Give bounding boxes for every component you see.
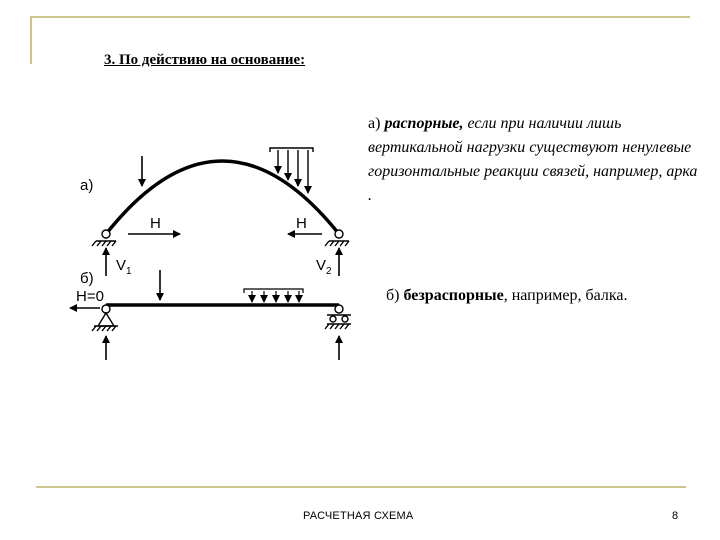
distributed-load-beam (244, 289, 303, 302)
diagram-label-a: а) (80, 177, 94, 194)
item-letter-b: б) (386, 287, 404, 304)
pin-support-left-arch (92, 230, 116, 246)
pin-support-right-arch (325, 230, 349, 246)
footer-title: РАСЧЕТНАЯ СХЕМА (303, 510, 414, 522)
diagram-label-b: б) (80, 270, 94, 287)
structural-scheme-diagram (60, 140, 360, 370)
label-H-zero: H=0 (76, 288, 104, 305)
roller-support-right-beam (325, 305, 351, 329)
term-non-thrust: безраспорные (403, 287, 504, 304)
paragraph-non-thrust-structures (386, 287, 628, 305)
label-H-left: H (150, 215, 161, 232)
pin-support-left-beam (92, 305, 118, 331)
item-letter-a: а) (368, 115, 385, 132)
page-number: 8 (672, 510, 679, 522)
label-V1: $V_1$ (116, 257, 132, 277)
term-thrust: распорные, (384, 115, 464, 132)
frame-bottom-line (36, 486, 686, 488)
section-heading: 3. По действию на основание: (104, 52, 306, 68)
paragraph-thrust-structures (368, 112, 698, 208)
label-H-right: H (296, 215, 307, 232)
label-V2: $V_2$ (316, 257, 332, 277)
definition-non-thrust: , например, балка. (503, 287, 628, 304)
definition-thrust: если при наличии лишь вертикальной нагрузки существуют ненулевые горизонтальные реакции связей, например, арка . (368, 115, 698, 204)
frame-left-line (30, 16, 32, 64)
frame-top-line (30, 16, 690, 18)
